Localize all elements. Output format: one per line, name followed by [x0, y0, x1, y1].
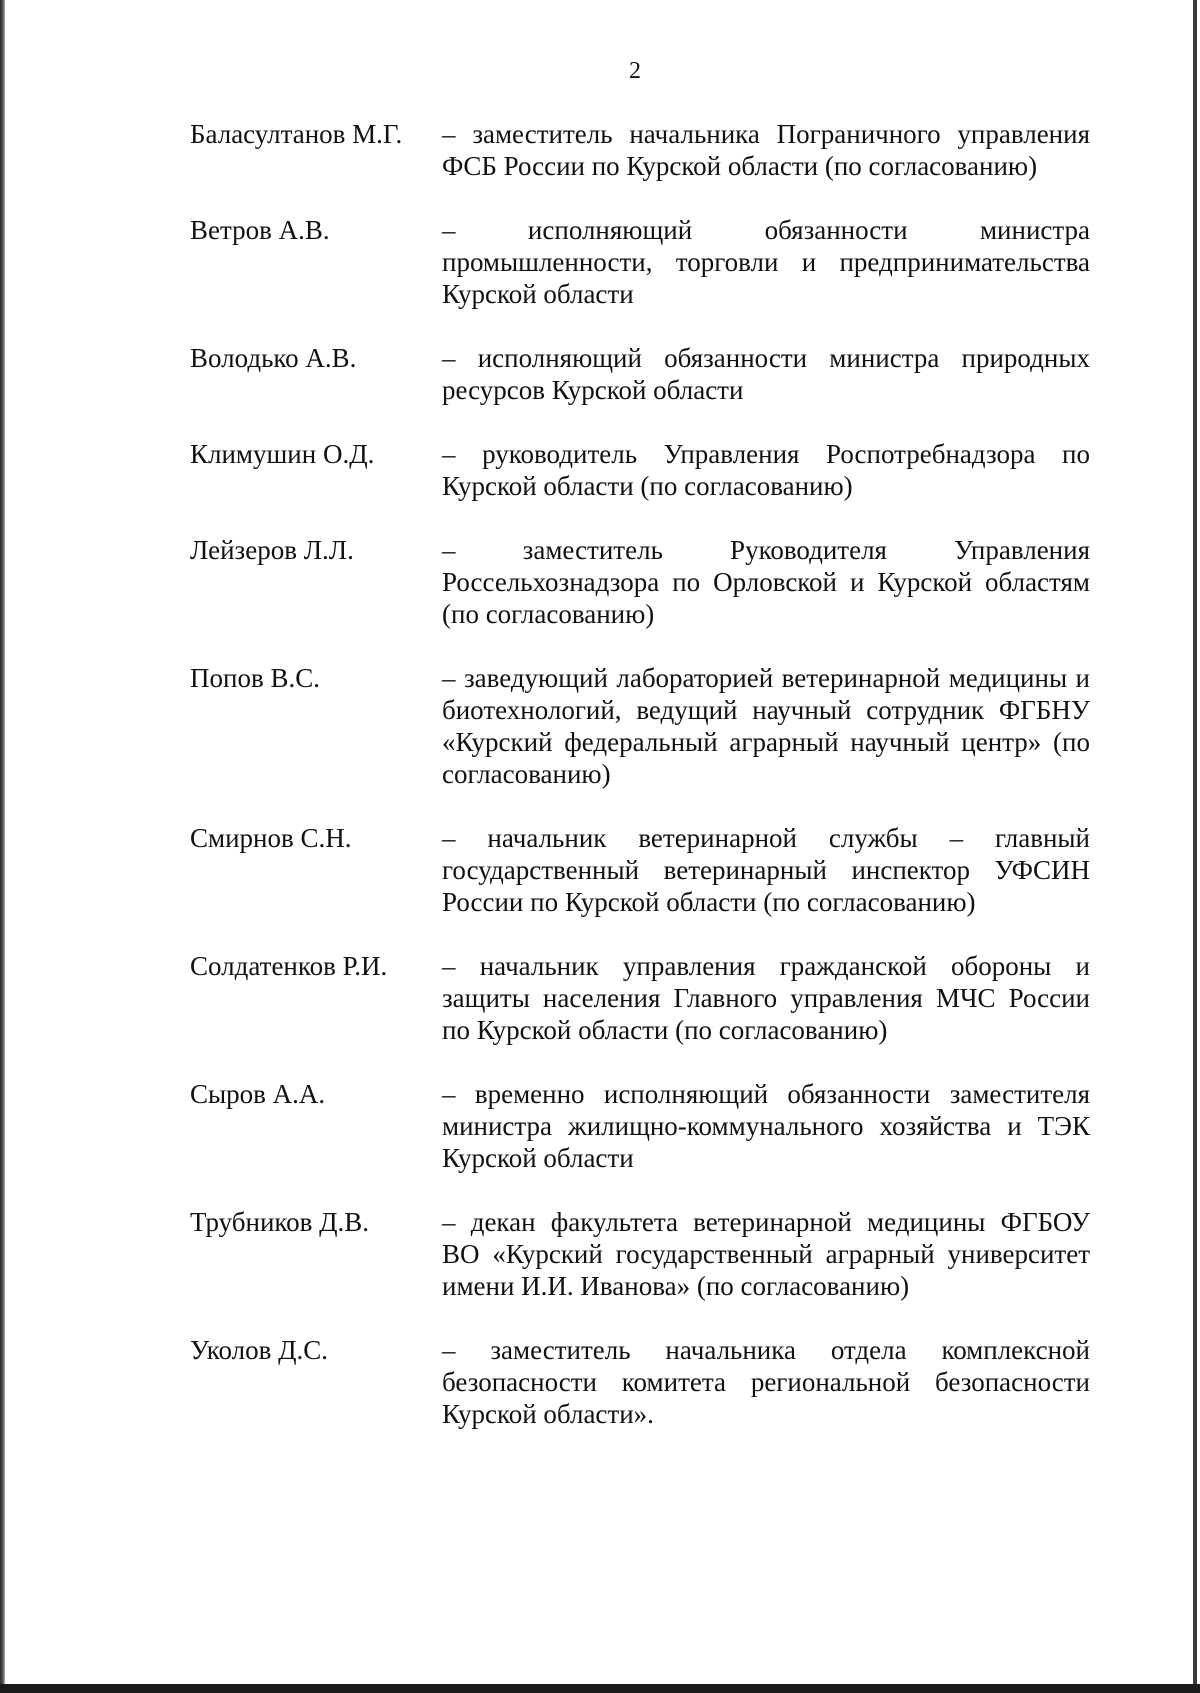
- member-name: Солдатенков Р.И.: [190, 951, 388, 981]
- member-row: [190, 1078, 1090, 1174]
- member-row: [190, 214, 1090, 310]
- member-name: Володько А.В.: [190, 343, 357, 373]
- scan-edge-left: [0, 0, 5, 1693]
- member-role: – декан факультета ветеринарной медицины ФГБОУ ВО «Курский государственный аграрный университет имени И.И. Иванова» (по согласованию): [442, 1207, 1090, 1301]
- member-name: Смирнов С.Н.: [190, 823, 352, 853]
- member-role: – руководитель Управления Роспотребнадзора по Курской области (по согласованию): [442, 439, 1090, 501]
- member-role: – начальник управления гражданской обороны и защиты населения Главного управления МЧС России по Курской области (по согласованию): [442, 951, 1090, 1045]
- member-role: – начальник ветеринарной службы – главный государственный ветеринарный инспектор УФСИН России по Курской области (по согласованию): [442, 823, 1090, 917]
- member-role: – временно исполняющий обязанности заместителя министра жилищно-коммунального хозяйства и ТЭК Курской области: [442, 1079, 1090, 1173]
- member-row: [190, 118, 1090, 182]
- member-role: – заместитель Руководителя Управления Россельхознадзора по Орловской и Курской областям (по согласованию): [442, 535, 1090, 629]
- scan-edge-bottom: [0, 1684, 1200, 1693]
- member-row: [190, 822, 1090, 918]
- member-role: – заместитель начальника отдела комплексной безопасности комитета региональной безопасности Курской области».: [442, 1335, 1090, 1429]
- member-name: Ветров А.В.: [190, 215, 330, 245]
- member-role: – заведующий лабораторией ветеринарной медицины и биотехнологий, ведущий научный сотрудник ФГБНУ «Курский федеральный аграрный научный центр» (по согласованию): [442, 663, 1090, 789]
- member-row: [190, 1206, 1090, 1302]
- member-row: [190, 438, 1090, 502]
- member-name: Климушин О.Д.: [190, 439, 375, 469]
- member-name: Баласултанов М.Г.: [190, 119, 403, 149]
- page-number: 2: [629, 58, 641, 84]
- member-row: [190, 950, 1090, 1046]
- member-row: [190, 662, 1090, 790]
- member-name: Уколов Д.С.: [190, 1335, 329, 1365]
- member-name: Попов В.С.: [190, 663, 320, 693]
- member-row: [190, 342, 1090, 406]
- member-name: Лейзеров Л.Л.: [190, 535, 354, 565]
- member-row: [190, 1334, 1090, 1430]
- member-role: – заместитель начальника Пограничного управления ФСБ России по Курской области (по согласованию): [442, 119, 1090, 181]
- member-name: Трубников Д.В.: [190, 1207, 370, 1237]
- member-row: [190, 534, 1090, 630]
- member-role: – исполняющий обязанности министра природных ресурсов Курской области: [442, 343, 1090, 405]
- members-list: [190, 118, 1090, 1462]
- scan-edge-right: [1193, 0, 1197, 1693]
- member-role: – исполняющий обязанности министра промышленности, торговли и предпринимательства Курской области: [442, 215, 1090, 309]
- member-name: Сыров А.А.: [190, 1079, 326, 1109]
